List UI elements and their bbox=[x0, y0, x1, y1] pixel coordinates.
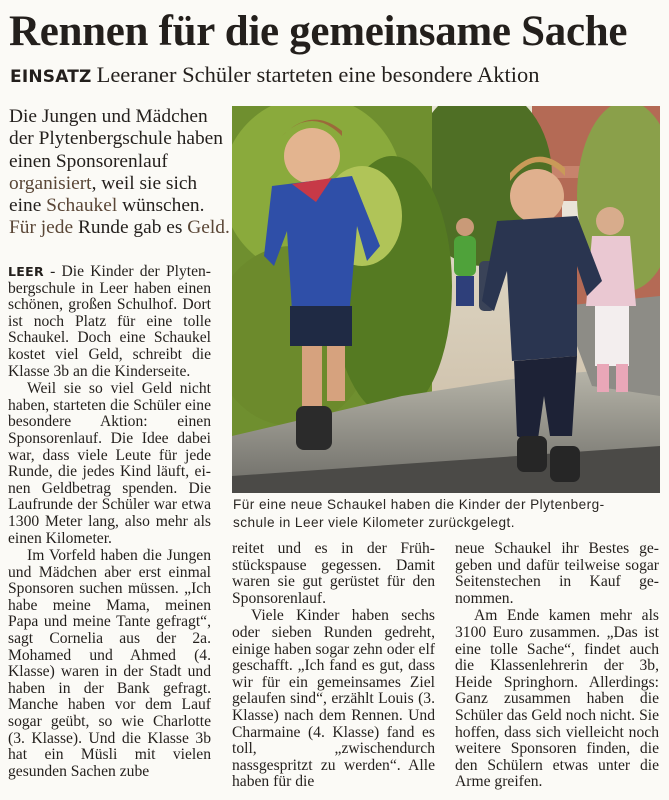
photo-caption bbox=[233, 496, 663, 532]
body-column-3 bbox=[455, 541, 659, 791]
subheadline: Leeraner Schüler starteten eine besondere Aktion bbox=[96, 62, 540, 87]
dateline: LEER bbox=[8, 264, 44, 279]
teaser-part: Geld. bbox=[187, 217, 230, 239]
body-paragraph: reitet und es in der Frühstückspause gegessen. Damit waren sie gut gerüstet für den Sponsorenlauf. bbox=[232, 540, 435, 607]
teaser-part: Für jede bbox=[9, 217, 74, 239]
body-paragraph: Viele Kinder haben sechs oder sieben Runden gedreht, einige haben sogar zehn oder elf geschafft. „Ich fand es gut, dass wir für ein gemeinsames Ziel gelaufen sind“, erzählt Louis (3. Klasse) nach dem Rennen. Und Charmaine (4. Klasse) fand es toll, „zwischendurch nassgespritzt zu werden“. Alle haben für die bbox=[232, 607, 435, 791]
teaser-part: , weil sie sich eine bbox=[9, 172, 198, 217]
caption-line: schule in Leer viele Kilometer zurückgelegt. bbox=[233, 515, 515, 530]
teaser-part: Die Jungen und Mädchen der Plytenbergschule haben einen Sponsorenlauf bbox=[9, 106, 223, 172]
teaser-part: Runde gab es bbox=[73, 217, 188, 239]
paragraph-text: - Die Kinder der Plytenbergschule in Leer haben einen schönen, großen Schulhof. Dort ist noch Platz für eine tolle Schaukel. Doch eine Schaukel kostet viel Geld, schreibt die Klasse 3b an die Kinderseite. bbox=[8, 263, 211, 380]
headline: Rennen für die gemeinsame Sache bbox=[9, 8, 628, 55]
subheadline-row bbox=[10, 61, 669, 91]
body-paragraph: Weil sie so viel Geld nicht haben, starteten die Schüler eine besondere Aktion: einen Sponsorenlauf. Die Idee dabei war, dass viele Leute für jede Runde, die jedes Kind läuft, einen Geldbetrag spenden. Die Laufrunde der Schüler war etwa 1300 Meter lang, also mehr als einen Kilometer. bbox=[8, 380, 211, 547]
kicker-label: EINSATZ bbox=[10, 67, 92, 87]
body-column-2 bbox=[232, 541, 435, 791]
article-photo bbox=[232, 106, 660, 493]
body-column-1 bbox=[8, 264, 211, 780]
teaser-part: organisiert bbox=[9, 172, 92, 194]
body-paragraph bbox=[8, 264, 211, 380]
running-children-photo bbox=[232, 106, 660, 493]
body-paragraph: Am Ende kamen mehr als 3100 Euro zusammen. „Das ist eine tolle Sache“, findet auch die Klassenlehrerin der 3b, Heide Springhorn. Allerdings: Ganz zusammen haben die Schüler das Geld noch nicht. Sie hoffen, dass sich vielleicht noch weitere Sponsoren finden, die den Schülern etwas unter die Arme greifen. bbox=[455, 607, 659, 791]
caption-line: Für eine neue Schaukel haben die Kinder der Plytenberg- bbox=[233, 497, 605, 512]
body-paragraph: Im Vorfeld haben die Jungen und Mädchen aber erst einmal Sponsoren suchen müssen. „Ich habe meine Mama, meinen Papa und meine Tante gefragt“, sagt Cornelia aus der 2a. Mohamed und Ahmed (4. Klasse) waren in der Stadt und haben in der Bank gefragt. Manche haben vor dem Lauf sogar geübt, so wie Charlotte (3. Klasse). Und die Klasse 3b hat ein Müsli mit vielen gesunden Sachen zube bbox=[8, 547, 211, 780]
teaser bbox=[9, 106, 231, 240]
teaser-part: Schaukel bbox=[46, 195, 118, 217]
body-paragraph: neue Schaukel ihr Bestes gegeben und dafür teilweise sogar Seitenstechen in Kauf genommen. bbox=[455, 540, 659, 607]
teaser-part: wünschen. bbox=[117, 195, 205, 217]
